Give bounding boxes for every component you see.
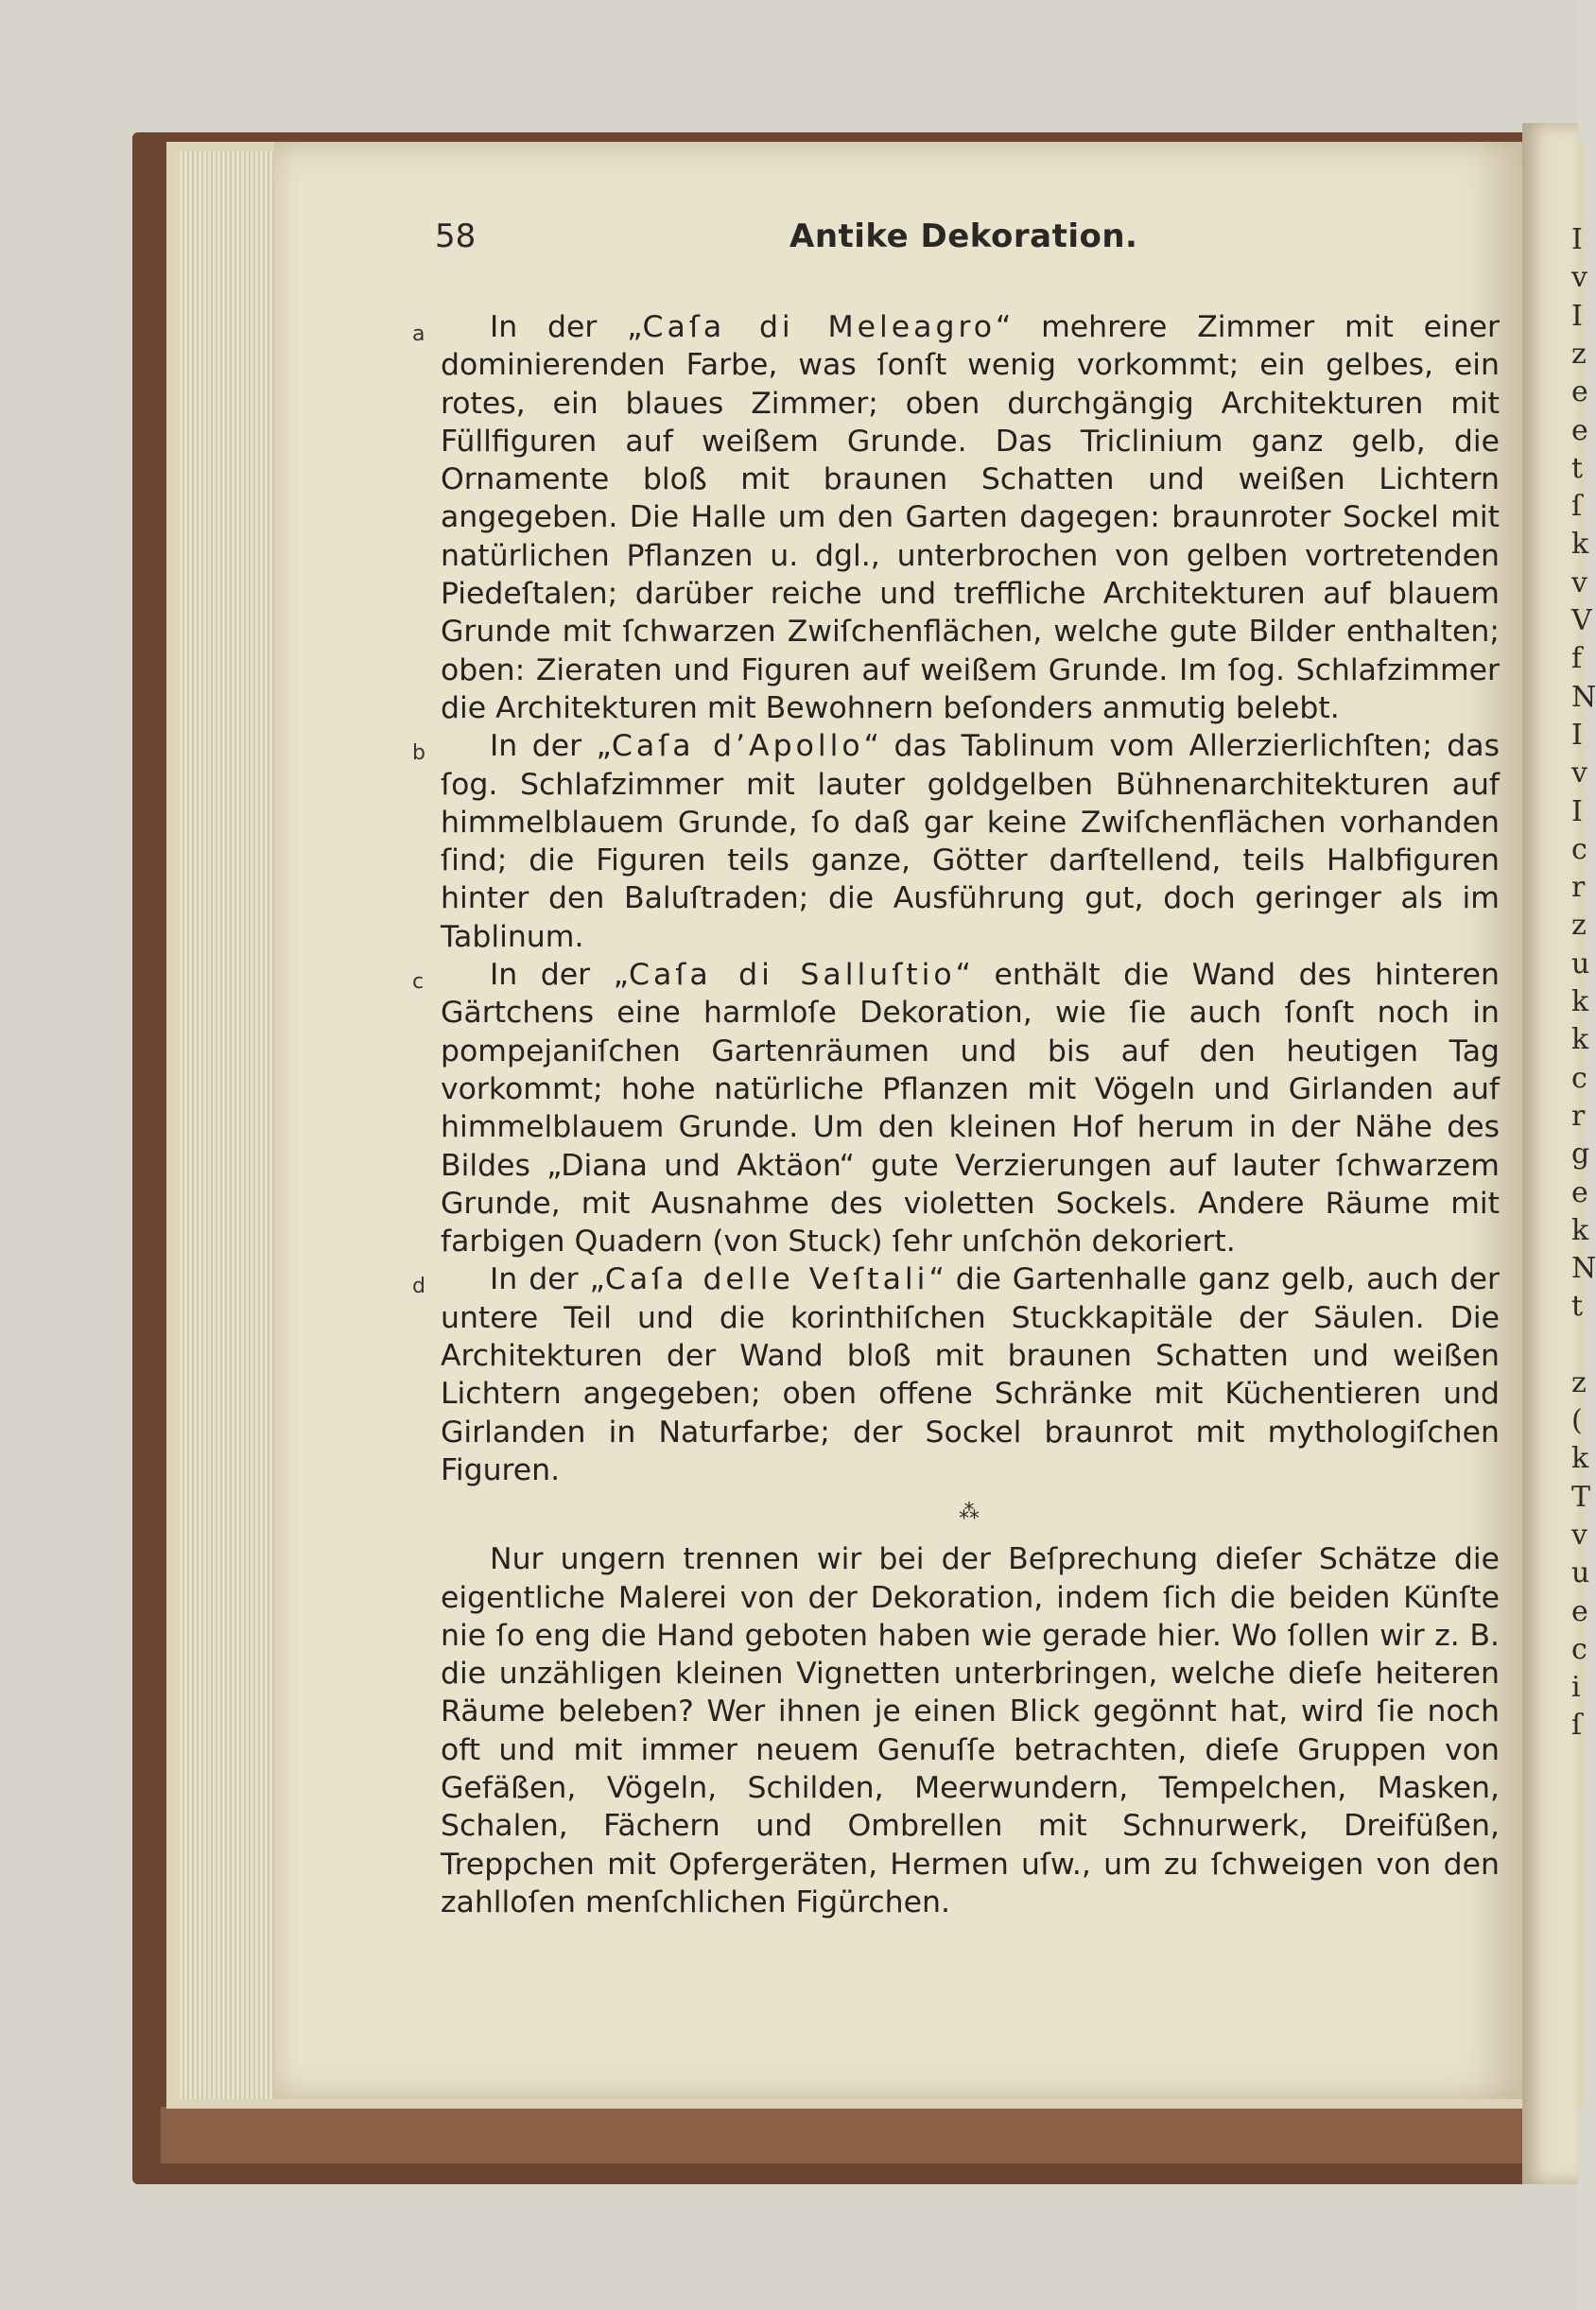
facing-page-letter: u — [1571, 947, 1590, 981]
paragraph-lead: In der „ — [490, 310, 643, 344]
facing-page-letter: t — [1571, 451, 1584, 485]
facing-page-letter: e — [1571, 375, 1588, 409]
facing-page-letter: i — [1571, 1671, 1581, 1705]
facing-page-letter: k — [1571, 528, 1589, 562]
facing-page-letter: z — [1571, 337, 1587, 371]
facing-page-letter: c — [1571, 832, 1587, 866]
facing-page-letter: e — [1571, 1175, 1588, 1209]
margin-marker: b — [412, 741, 425, 766]
facing-page-letter: I — [1571, 299, 1583, 333]
margin-marker: a — [412, 322, 425, 346]
paragraph-text: “ mehrere Zimmer mit einer dominierenden Farbe, was ſonſt wenig vorkommt; ein gelbes, ein rotes, ein blaues Zimmer; oben durchgängig Architekturen mit Füllfiguren auf weißem Grunde. Das Triclinium ganz gelb, die Ornamente bloß mit braunen Schatten und weißen Lichtern angegeben. Die Halle um den Garten dagegen: braunroter Sockel mit natürlichen Pflanzen u. dgl., unterbrochen von gelben vortretenden Piedeſtalen; darüber reiche und treffliche Architekturen auf blauem Grunde mit ſchwarzen Zwiſchenflächen, welche gute Bilder enthalten; oben: Zieraten und Figuren auf weißem Grunde. Im ſog. Schlafzimmer die Architekturen mit Bewohnern beſonders anmutig belebt. — [441, 310, 1500, 725]
facing-page-letter: T — [1571, 1480, 1591, 1514]
paragraph-c — [412, 956, 1500, 1260]
facing-page-letter: ( — [1571, 1404, 1583, 1437]
facing-page-letter: ſ — [1571, 490, 1583, 524]
facing-page-letter: v — [1571, 565, 1587, 599]
facing-page-letter: N — [1571, 680, 1596, 714]
house-name: Caſa delle Veſtali — [604, 1262, 929, 1297]
facing-page-letter: I — [1571, 718, 1583, 752]
house-name: Caſa di Salluſtio — [628, 958, 956, 993]
facing-page-letter: e — [1571, 1594, 1588, 1628]
facing-page-letter: I — [1571, 794, 1583, 828]
book-cover-edge — [161, 2107, 1551, 2163]
facing-page-letter: I — [1571, 223, 1583, 256]
paragraph-text: “ enthält die Wand des hinteren Gärtchens eine harmloſe Dekoration, wie ſie auch ſonſt noch in pompejaniſchen Gartenräumen und bis auf den heutigen Tag vorkommt; hohe natürliche Pflanzen mit Vögeln und Girlanden auf himmelblauem Grunde. Um den kleinen Hof herum in der Nähe des Bildes „Diana und Aktäon“ gute Verzierungen auf lauter ſchwarzem Grunde, mit Ausnahme des violetten Sockels. Andere Räume mit farbigen Quadern (von Stuck) ſehr unſchön dekoriert. — [441, 958, 1500, 1259]
page-number: 58 — [435, 217, 477, 255]
facing-page-letter: N — [1571, 1252, 1596, 1286]
section-separator: ⁂ — [959, 1501, 981, 1525]
body-text — [412, 308, 1500, 1921]
paragraph-a — [412, 308, 1500, 727]
facing-page-letter: u — [1571, 1556, 1590, 1590]
page-edges — [180, 151, 284, 2099]
facing-page-letter: f — [1571, 642, 1583, 676]
facing-page-letter: t — [1571, 1290, 1584, 1324]
facing-page-letter: r — [1571, 871, 1586, 905]
facing-page-letter: v — [1571, 1518, 1587, 1552]
facing-page-letter: V — [1571, 604, 1592, 637]
facing-page-letter: k — [1571, 1442, 1589, 1476]
facing-page-letter: v — [1571, 756, 1587, 790]
running-header — [435, 217, 1503, 265]
facing-page-letter: g — [1571, 1138, 1590, 1172]
facing-page-letter: k — [1571, 1023, 1589, 1057]
facing-page-letter: z — [1571, 1365, 1587, 1399]
paragraph-lead: In der „ — [490, 1262, 605, 1297]
paragraph-text: “ die Gartenhalle ganz gelb, auch der untere Teil und die korinthiſchen Stuckkapitäle der Säulen. Die Architekturen der Wand bloß mit braunen Schatten und weißen Lichtern angegeben; oben offene Schränke mit Küchentieren und Girlanden in Naturfarbe; der Sockel braunrot mit mythologiſchen Figuren. — [441, 1262, 1500, 1487]
facing-page-letter: k — [1571, 985, 1589, 1018]
running-title: Antike Dekoration. — [789, 217, 1138, 255]
facing-page-letter: e — [1571, 413, 1588, 447]
facing-page-letter: v — [1571, 261, 1587, 295]
facing-page-letter: k — [1571, 1213, 1589, 1247]
facing-page-edge — [1522, 123, 1578, 2184]
margin-marker: d — [412, 1275, 425, 1299]
paragraph-b — [412, 727, 1500, 956]
house-name: Caſa di Meleagro — [642, 310, 996, 344]
closing-paragraph: Nur ungern trennen wir bei der Beſprechung dieſer Schätze die eigentliche Malerei von der Dekoration, indem ſich die beiden Künſte nie ſo eng die Hand geboten haben wie gerade hier. Wo ſollen wir z. B. die unzähligen kleinen Vignetten unterbringen, welche dieſe heiteren Räume beleben? Wer ihnen je einen Blick gegönnt hat, wird ſie noch oft und mit immer neuem Genuſſe betrachten, dieſe Gruppen von Gefäßen, Vögeln, Schilden, Meerwundern, Tempelchen, Masken, Schalen, Fächern und Ombrellen mit Schnurwerk, Dreifüßen, Treppchen mit Opfergeräten, Hermen uſw., um zu ſchweigen von den zahlloſen menſchlichen Figürchen. — [441, 1542, 1500, 1919]
facing-page-letter: r — [1571, 1099, 1586, 1133]
house-name: Caſa d’Apollo — [611, 729, 864, 764]
paragraph-text: “ das Tablinum vom Allerzierlichſten; das ſog. Schlafzimmer mit lauter goldgelben Bühnenarchitekturen auf himmelblauem Grunde, ſo daß gar keine Zwiſchenflächen vorhanden ſind; die Figuren teils ganze, Götter darſtellend, teils Halbfiguren hinter den Baluſtraden; die Ausführung gut, doch geringer als im Tablinum. — [441, 729, 1500, 954]
margin-marker: c — [412, 970, 425, 995]
facing-page-letter: ſ — [1571, 1709, 1583, 1743]
paragraph-lead: In der „ — [490, 958, 629, 993]
paragraph-d — [412, 1260, 1500, 1489]
facing-page-letter: c — [1571, 1632, 1587, 1666]
facing-page-letter: c — [1571, 1061, 1587, 1095]
paragraph-lead: In der „ — [490, 729, 612, 764]
facing-page-letter: z — [1571, 909, 1587, 943]
